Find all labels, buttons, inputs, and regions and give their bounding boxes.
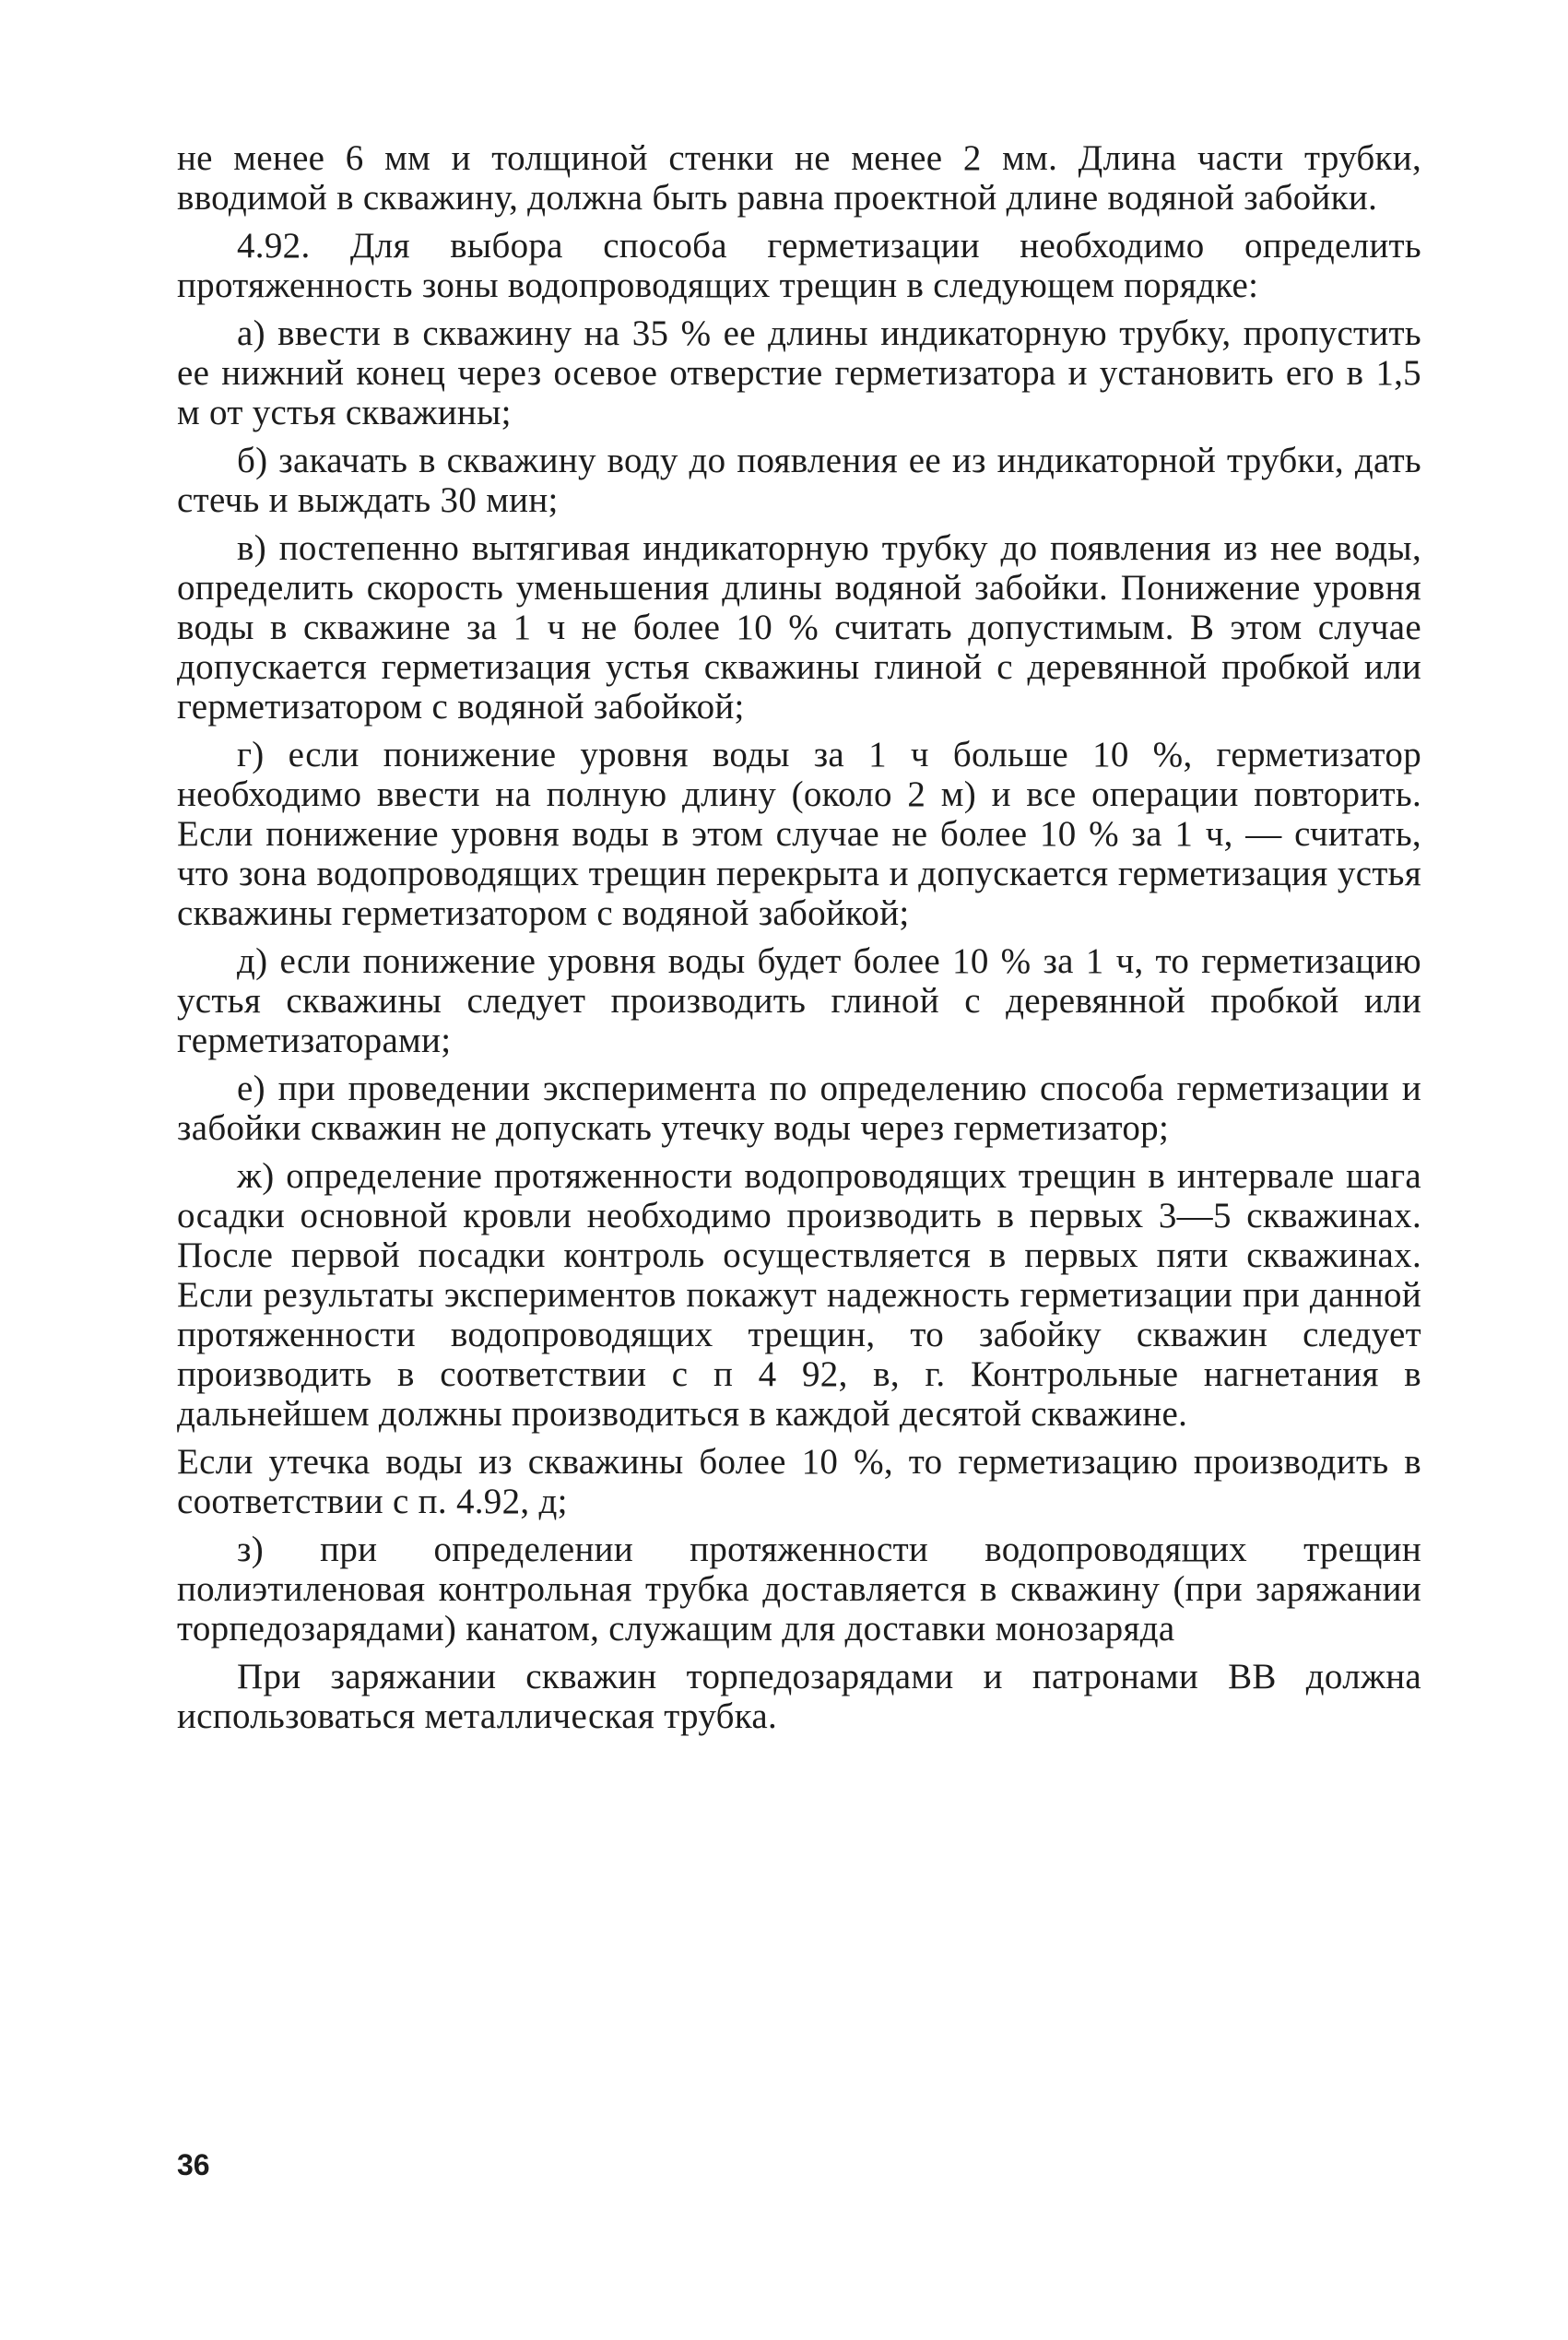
paragraph-item-d: д) если понижение уровня воды будет более 10 % за 1 ч, то герметизацию устья скважины следует производить глиной с деревянной пробкой или герметизаторами; — [177, 941, 1421, 1060]
paragraph-final-note: При заряжании скважин торпедозарядами и патронами ВВ должна использоваться металлическая трубка. — [177, 1657, 1421, 1736]
paragraph-item-b: б) закачать в скважину воду до появления ее из индикаторной трубки, дать стечь и выждать 30 мин; — [177, 441, 1421, 520]
paragraph-leakage-note: Если утечка воды из скважины более 10 %, то герметизацию производить в соответствии с п. 4.92, д; — [177, 1442, 1421, 1521]
paragraph-item-a: а) ввести в скважину на 35 % ее длины индикаторную трубку, пропустить ее нижний конец через осевое отверстие герметизатора и установить его в 1,5 м от устья скважины; — [177, 313, 1421, 432]
paragraph-item-z: з) при определении протяженности водопроводящих трещин полиэтиленовая контрольная трубка доставляется в скважину (при заряжании торпедозарядами) канатом, служащим для доставки монозаряда — [177, 1530, 1421, 1649]
paragraph-item-v: в) постепенно вытягивая индикаторную трубку до появления из нее воды, определить скорость уменьшения длины водяной забойки. Понижение уровня воды в скважине за 1 ч не более 10 % считать допустимым. В этом случае допускается герметизация устья скважины глиной с деревянной пробкой или герметизатором с водяной забойкой; — [177, 528, 1421, 727]
page-body-text — [177, 138, 1421, 1744]
page-number: 36 — [177, 2148, 210, 2181]
paragraph-continuation: не менее 6 мм и толщиной стенки не менее 2 мм. Длина части трубки, вводимой в скважину, должна быть равна проектной длине водяной забойки. — [177, 138, 1421, 218]
paragraph-4-92: 4.92. Для выбора способа герметизации необходимо определить протяженность зоны водопроводящих трещин в следующем порядке: — [177, 226, 1421, 305]
paragraph-item-g: г) если понижение уровня воды за 1 ч больше 10 %, герметизатор необходимо ввести на полную длину (около 2 м) и все операции повторить. Если понижение уровня воды в этом случае не более 10 % за 1 ч, — считать, что зона водопроводящих трещин перекрыта и допускается герметизация устья скважины герметизатором с водяной забойкой; — [177, 735, 1421, 933]
paragraph-item-e: е) при проведении эксперимента по определению способа герметизации и забойки скважин не допускать утечку воды через герметизатор; — [177, 1069, 1421, 1148]
paragraph-item-zh: ж) определение протяженности водопроводящих трещин в интервале шага осадки основной кровли необходимо производить в первых 3—5 скважинах. После первой посадки контроль осуществляется в первых пяти скважинах. Если результаты экспериментов покажут надежность герметизации при данной протяженности водопроводящих трещин, то забойку скважин следует производить в соответствии с п 4 92, в, г. Контрольные нагнетания в дальнейшем должны производиться в каждой десятой скважине. — [177, 1156, 1421, 1434]
